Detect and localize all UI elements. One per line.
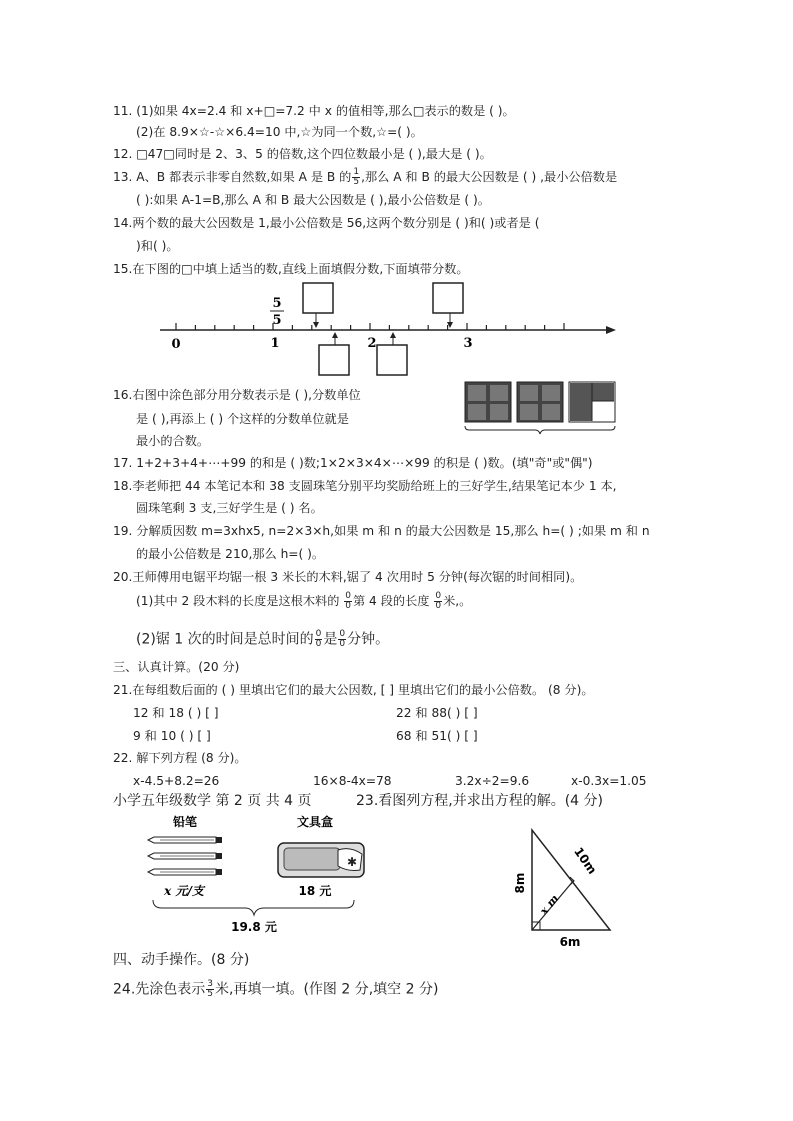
q18-line1: 18.李老师把 44 本笔记本和 38 支圆珠笔分别平均奖励给班上的三好学生,结果笔记本少 1 本,	[113, 479, 617, 493]
fraction-label-num: 5	[272, 296, 282, 311]
square-2	[517, 382, 563, 422]
frac-num: 0	[315, 629, 322, 639]
hypotenuse-label: 10m	[571, 844, 600, 877]
q20-1-fraction-a	[344, 592, 352, 611]
q13-fraction	[352, 168, 360, 187]
q20-1-fraction-b	[434, 592, 442, 611]
q16-line1: 16.右图中涂色部分用分数表示是 ( ),分数单位	[113, 388, 361, 402]
triangle-figure	[510, 825, 630, 950]
q14-line2: )和( )。	[136, 239, 179, 253]
q18-line2: 圆珠笔剩 3 支,三好学生是 ( ) 名。	[136, 501, 323, 515]
q20-2-text-a: (2)锯 1 次的时间是总时间的	[136, 631, 314, 648]
box-label: 文具盒	[296, 815, 334, 829]
frac-den: 0	[345, 601, 351, 611]
q24	[113, 980, 438, 999]
q24-frac-num: 3	[207, 979, 213, 989]
q20-2-text-b: 是	[323, 631, 338, 648]
q22: 22. 解下列方程 (8 分)。	[113, 751, 247, 765]
q24-text-a: 24.先涂色表示	[113, 981, 206, 998]
pencil-label: 铅笔	[172, 815, 198, 829]
q20-2-text-c: 分钟。	[347, 631, 390, 648]
q14-line1: 14.两个数的最大公因数是 1,最小公倍数是 56,这两个数分别是 ( )和( )或者是 (	[113, 216, 540, 230]
side-bottom-label: 6m	[559, 935, 581, 949]
q19-line1: 19. 分解质因数 m=3xhx5, n=2×3×h,如果 m 和 n 的最大公因数是 15,那么 h=( ) ;如果 m 和 n	[113, 524, 650, 538]
tick-label-3: 3	[463, 336, 473, 351]
q24-frac-den: 5	[207, 989, 213, 999]
tick-label-1: 1	[270, 336, 280, 351]
q13-text-b: ,那么 A 和 B 的最大公因数是 ( ) ,最小公倍数是	[361, 170, 618, 184]
q20: 20.王师傅用电锯平均锯一根 3 米长的木料,锯了 4 次用时 5 分钟(每次锯的时间相同)。	[113, 570, 583, 584]
equation-3: 3.2x÷2=9.6	[455, 774, 530, 788]
q17: 17. 1+2+3+4+⋯+99 的和是 ( )数;1×2×3×4×⋯×99 的积是 ( )数。(填"奇"或"偶")	[113, 456, 593, 470]
answer-box-below-1	[319, 345, 349, 375]
number-line-arrow	[606, 326, 616, 334]
q20-1-text-b: 第 4 段的长度	[353, 594, 430, 608]
answer-box-below-2	[377, 345, 407, 375]
frac-num: 0	[339, 629, 346, 639]
q16-line2: 是 ( ),再添上 ( ) 个这样的分数单位就是	[136, 412, 349, 426]
q20-2-fraction-a	[315, 630, 323, 649]
section-3-heading: 三、认真计算。(20 分)	[113, 660, 240, 674]
q20-2-fraction-b	[338, 630, 346, 649]
q24-fraction	[206, 980, 214, 999]
q19-line2: 的最小公倍数是 210,那么 h=( )。	[136, 547, 325, 561]
box-price: 18 元	[298, 884, 332, 898]
pencil-box-figure	[140, 810, 380, 935]
number-line-ticks	[176, 323, 564, 330]
side-left-label: 8m	[513, 872, 527, 894]
q23: 23.看图列方程,并求出方程的解。(4 分)	[356, 793, 603, 809]
q20-part1	[136, 592, 471, 611]
tick-label-0: 0	[171, 337, 181, 352]
equation-4: x-0.3x=1.05	[571, 774, 647, 788]
number-line-figure	[160, 280, 620, 380]
frac-den: 0	[339, 639, 346, 649]
q24-text-b: 米,再填一填。(作图 2 分,填空 2 分)	[215, 981, 439, 998]
square-3	[569, 382, 615, 422]
q11-part2: (2)在 8.9×☆-☆×6.4=10 中,☆为同一个数,☆=( )。	[136, 125, 423, 139]
q11-part1: 11. (1)如果 4x=2.4 和 x+□=7.2 中 x 的值相等,那么□表示的数是 ( )。	[113, 104, 515, 118]
pencil-box-icon	[278, 843, 364, 877]
q21: 21.在每组数后面的 ( ) 里填出它们的最大公因数, [ ] 里填出它们的最小公倍数。 (8 分)。	[113, 683, 594, 697]
tick-label-2: 2	[367, 336, 377, 351]
frac-num: 0	[345, 591, 351, 601]
q13-line1	[113, 168, 617, 187]
total-price: 19.8 元	[231, 920, 277, 934]
q13-line2: ( ):如果 A-1=B,那么 A 和 B 最大公因数是 ( ),最小公倍数是 ( )。	[136, 193, 490, 207]
q20-1-text-a: (1)其中 2 段木料的长度是这根木料的	[136, 594, 340, 608]
q21-row1-right: 22 和 88( ) [ ]	[396, 706, 478, 720]
q13-text-a: 13. A、B 都表示非零自然数,如果 A 是 B 的	[113, 170, 352, 184]
answer-box-above-1	[303, 283, 333, 313]
frac-den: 0	[435, 601, 442, 611]
q12: 12. □47□同时是 2、3、5 的倍数,这个四位数最小是 ( ),最大是 ( )。	[113, 147, 492, 161]
svg-text:✱: ✱	[346, 855, 358, 869]
shaded-squares-figure	[463, 380, 623, 435]
equation-2: 16×8-4x=78	[313, 774, 392, 788]
frac-den: 0	[315, 639, 322, 649]
equation-1: x-4.5+8.2=26	[133, 774, 220, 788]
page-footer: 小学五年级数学 第 2 页 共 4 页	[113, 793, 312, 809]
q20-1-text-c: 米,。	[443, 594, 472, 608]
fraction-label-den: 5	[272, 313, 282, 328]
pencil-icon	[148, 837, 222, 875]
square-1	[465, 382, 511, 422]
q21-row2-right: 68 和 51( ) [ ]	[396, 729, 478, 743]
section-4-heading: 四、动手操作。(8 分)	[113, 952, 250, 968]
answer-box-above-2	[433, 283, 463, 313]
pencil-price: x 元/支	[164, 884, 204, 898]
q20-part2	[136, 630, 389, 649]
q13-frac-den: 5	[353, 177, 360, 187]
q13-frac-num: 1	[353, 167, 360, 177]
q21-row2-left: 9 和 10 ( ) [ ]	[133, 729, 211, 743]
height-label: x m	[537, 892, 562, 918]
frac-num: 0	[435, 591, 442, 601]
q15: 15.在下图的□中填上适当的数,直线上面填假分数,下面填带分数。	[113, 262, 469, 276]
q21-row1-left: 12 和 18 ( ) [ ]	[133, 706, 219, 720]
q16-line3: 最小的合数。	[136, 434, 210, 448]
